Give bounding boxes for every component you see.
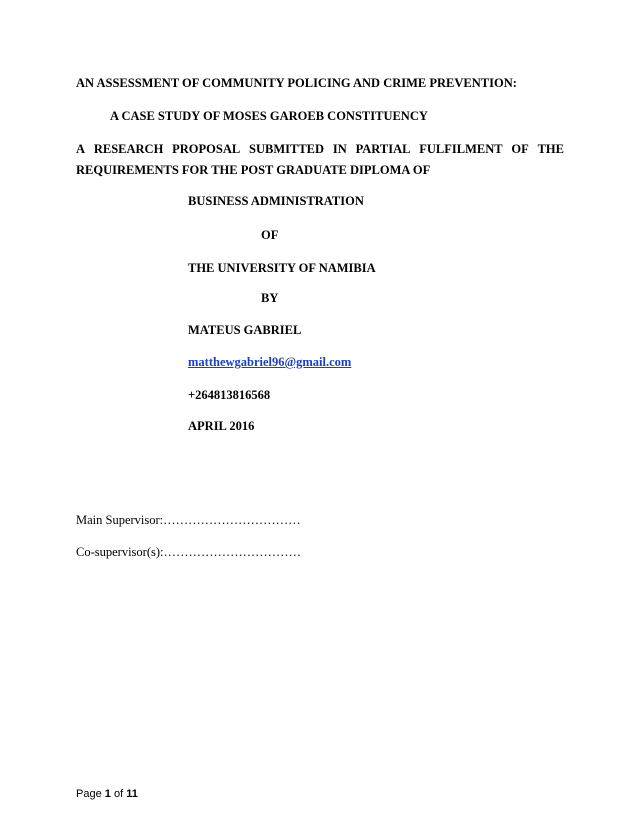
of-label: of (113, 788, 124, 800)
program-name: BUSINESS ADMINISTRATION (188, 194, 364, 208)
proposal-word: PROPOSAL (172, 142, 241, 156)
of-connector: OF (261, 228, 279, 242)
proposal-word: A (76, 142, 86, 156)
page-number: 1 (104, 788, 111, 800)
proposal-statement-line2: REQUIREMENTS FOR THE POST GRADUATE DIPLOMA OF (76, 163, 431, 177)
page-label: Page (76, 788, 102, 800)
by-connector: BY (261, 291, 279, 305)
author-name: MATEUS GABRIEL (188, 323, 302, 337)
university-name: THE UNIVERSITY OF NAMIBIA (188, 261, 376, 275)
proposal-word: SUBMITTED (249, 142, 325, 156)
page-footer (76, 787, 138, 801)
document-subtitle: A CASE STUDY OF MOSES GAROEB CONSTITUENCY (110, 109, 428, 123)
document-title: AN ASSESSMENT OF COMMUNITY POLICING AND CRIME PREVENTION: (76, 76, 517, 90)
co-supervisor-field: Co-supervisor(s):…………………………… (76, 545, 301, 559)
author-email-link[interactable]: matthewgabriel96@gmail.com (188, 355, 352, 369)
proposal-word: RESEARCH (93, 142, 164, 156)
proposal-word: FULFILMENT (419, 142, 503, 156)
proposal-statement-line1 (76, 141, 564, 157)
proposal-word: OF (511, 142, 529, 156)
main-supervisor-field: Main Supervisor:…………………………… (76, 513, 301, 527)
total-pages: 11 (126, 788, 138, 800)
submission-date: APRIL 2016 (188, 419, 255, 433)
author-phone: +264813816568 (188, 388, 271, 402)
proposal-word: IN (332, 142, 347, 156)
proposal-word: THE (537, 142, 564, 156)
proposal-word: PARTIAL (355, 142, 411, 156)
